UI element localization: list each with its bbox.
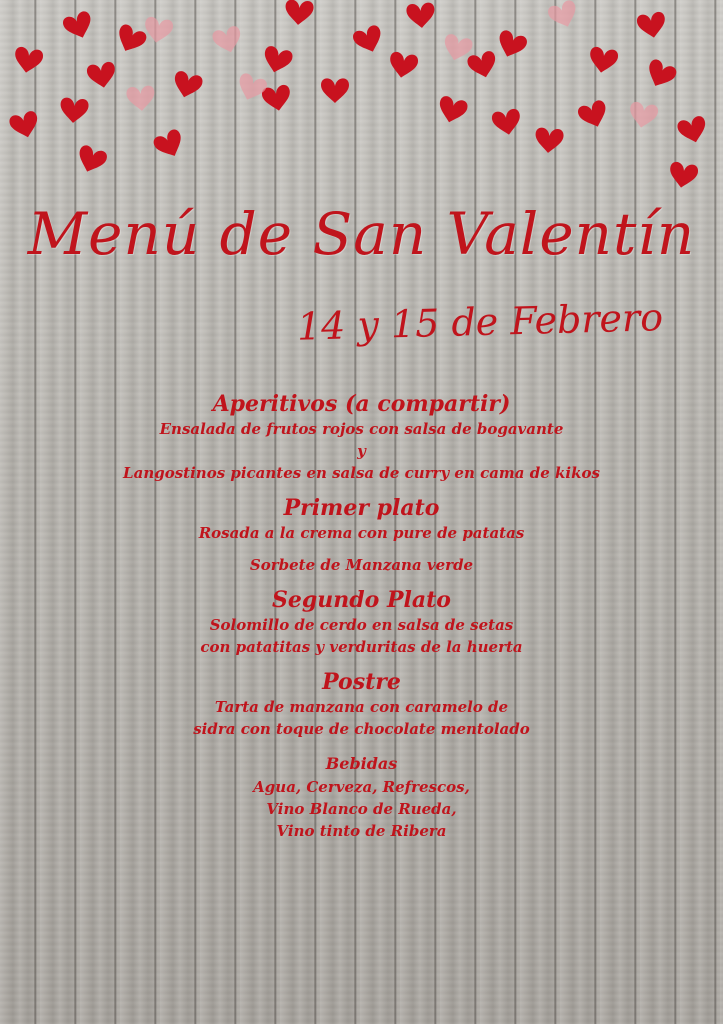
section-title: Primer plato xyxy=(283,495,440,521)
heart-icon xyxy=(387,51,419,80)
menu-title: Menú de San Valentín xyxy=(27,200,696,268)
heart-icon xyxy=(667,161,699,190)
section-title: Aperitivos (a compartir) xyxy=(212,391,511,417)
heart-icon xyxy=(321,78,349,103)
menu-body xyxy=(0,380,723,842)
dish-item: Solomillo de cerdo en salsa de setas xyxy=(209,616,514,634)
dish-item: Tarta de manzana con caramelo de xyxy=(214,698,509,716)
heart-icon xyxy=(284,0,314,26)
heart-icon xyxy=(86,61,118,90)
drink-item: Vino Blanco de Rueda, xyxy=(266,800,457,818)
heart-icon xyxy=(466,50,499,81)
heart-icon xyxy=(171,70,204,101)
heart-icon xyxy=(8,110,41,141)
heart-icon xyxy=(676,115,709,146)
dish-item: Ensalada de frutos rojos con salsa de bogavante xyxy=(159,420,564,438)
dish-connector: y xyxy=(357,442,366,460)
heart-icon xyxy=(234,72,269,105)
heart-icon xyxy=(152,128,188,162)
heart-icon xyxy=(636,11,668,40)
heart-icon xyxy=(587,46,619,75)
heart-icon xyxy=(61,10,96,43)
section-primer-plato xyxy=(0,494,723,576)
heart-icon xyxy=(491,108,523,137)
heart-icon xyxy=(142,16,174,45)
section-bebidas xyxy=(0,752,723,842)
section-segundo-plato xyxy=(0,586,723,658)
heart-icon xyxy=(211,25,244,56)
heart-icon xyxy=(494,29,529,62)
heart-icon xyxy=(351,24,386,57)
dish-item: Rosada a la crema con pure de patatas xyxy=(198,524,525,542)
heart-icon xyxy=(261,45,294,76)
heart-icon xyxy=(534,127,564,154)
dish-item: sidra con toque de chocolate mentolado xyxy=(193,720,530,738)
section-aperitivos xyxy=(0,390,723,484)
drink-item: Vino tinto de Ribera xyxy=(276,822,447,840)
heart-icon xyxy=(12,46,44,75)
heart-icon xyxy=(643,58,679,92)
heart-icon xyxy=(546,0,581,31)
heart-icon xyxy=(436,95,469,126)
drink-item: Agua, Cerveza, Refrescos, xyxy=(253,778,470,796)
heart-icon xyxy=(113,23,149,57)
section-title: Postre xyxy=(322,669,401,695)
heart-icon xyxy=(126,85,156,112)
menu-date: 14 y 15 de Febrero xyxy=(296,295,664,349)
heart-icon xyxy=(74,144,109,177)
drinks-title: Bebidas xyxy=(325,754,398,773)
decorative-hearts xyxy=(0,0,723,200)
section-title: Segundo Plato xyxy=(272,587,451,613)
dish-item: con patatitas y verduritas de la huerta xyxy=(200,638,523,656)
heart-icon xyxy=(576,99,611,132)
heart-icon xyxy=(59,97,89,124)
heart-icon xyxy=(627,101,659,130)
heart-icon xyxy=(406,2,436,29)
dish-item: Langostinos picantes en salsa de curry en cama de kikos xyxy=(123,464,600,482)
dish-item: Sorbete de Manzana verde xyxy=(249,556,474,574)
section-postre xyxy=(0,668,723,740)
